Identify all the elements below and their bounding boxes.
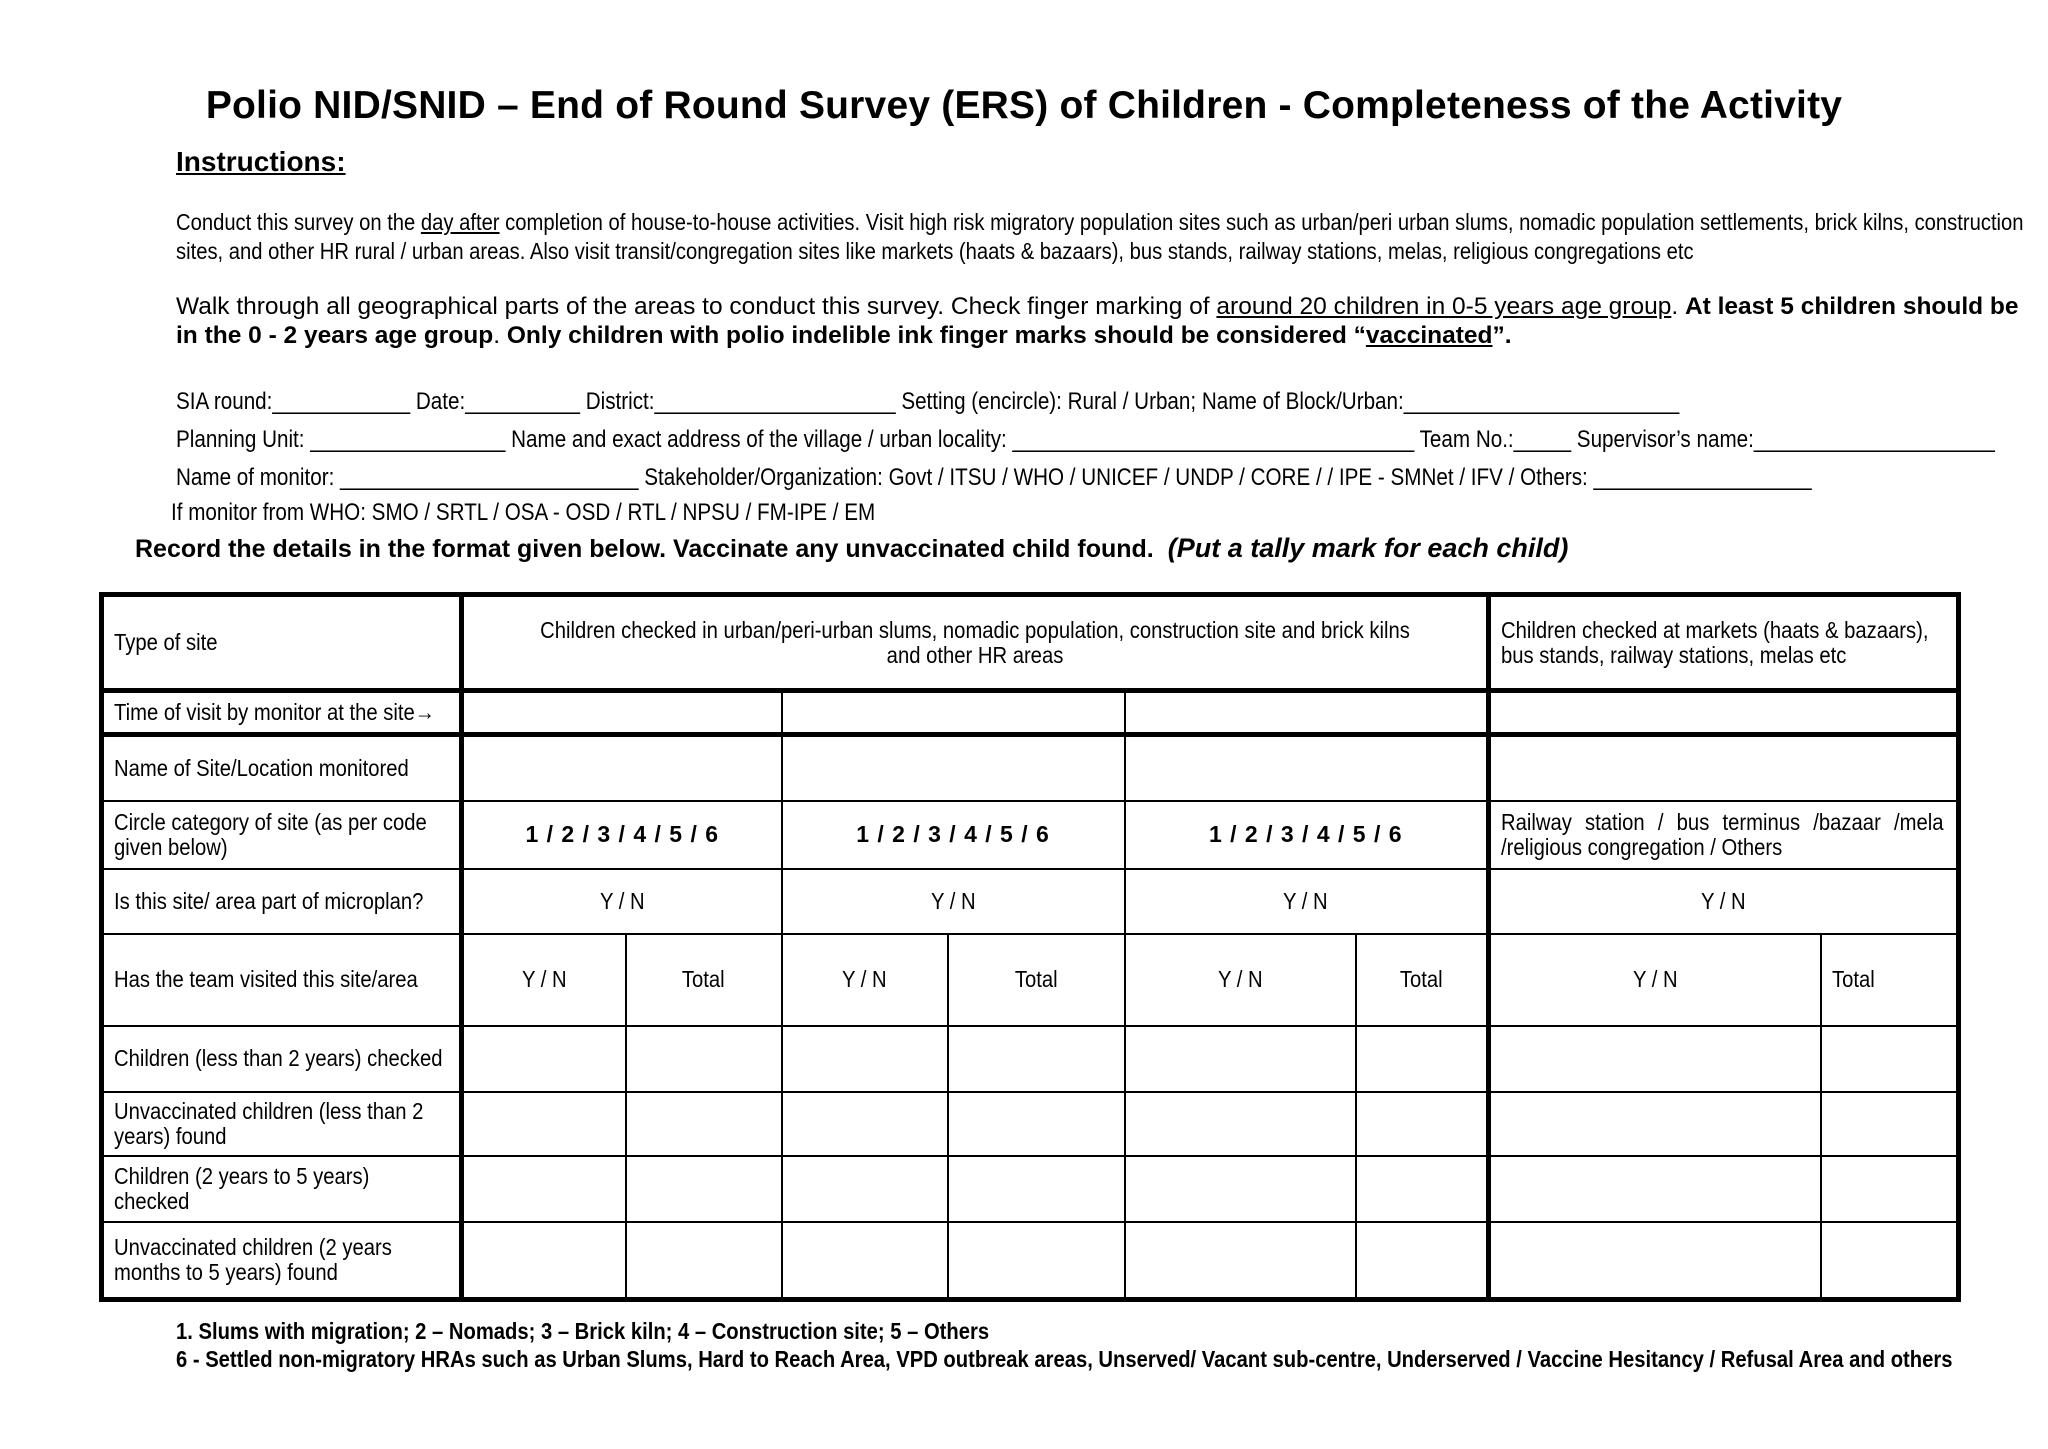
tally-cell[interactable] (782, 1156, 948, 1222)
instructions-paragraph-1 (176, 208, 2042, 266)
circle-category-label: Circle category of site (as per code given below) (102, 801, 462, 869)
para1-text-before: Conduct this survey on the (176, 209, 421, 235)
table-row (102, 1092, 1959, 1156)
row-label: Children (less than 2 years) checked (102, 1026, 462, 1092)
para2-part1: Walk through all geographical parts of the areas to conduct this survey. Check finger marking of (176, 293, 1217, 320)
tally-cell[interactable] (626, 1222, 782, 1300)
tally-cell[interactable] (1489, 1026, 1821, 1092)
team-visited-yn[interactable]: Y / N (462, 934, 626, 1026)
tally-cell[interactable] (626, 1026, 782, 1092)
time-of-visit-cell[interactable] (462, 691, 782, 735)
row-label: Children (2 years to 5 years) checked (102, 1156, 462, 1222)
para2-bold2: Only children with polio indelible ink finger marks should be considered “ (506, 322, 1366, 349)
tally-cell[interactable] (782, 1092, 948, 1156)
para2-bold-underline: vaccinated (1365, 322, 1493, 349)
row-label: Unvaccinated children (2 years months to 5 years) found (102, 1222, 462, 1300)
para2-part2: . (1671, 293, 1685, 320)
tally-cell[interactable] (1489, 1156, 1821, 1222)
tally-cell[interactable] (462, 1026, 626, 1092)
tally-cell[interactable] (626, 1156, 782, 1222)
footnote-code-6: 6 - Settled non-migratory HRAs such as Urban Slums, Hard to Reach Area, VPD outbreak areas, Unserved/ Vacant sub-centre, Underserved / Vaccine Hesitancy / Refusal Area and others (176, 1346, 1953, 1372)
market-category-options[interactable]: Railway station / bus terminus /bazaar /mela /religious congregation / Others (1489, 801, 1959, 869)
time-of-visit-cell[interactable] (1125, 691, 1489, 735)
tally-cell[interactable] (462, 1156, 626, 1222)
tally-cell[interactable] (1821, 1092, 1959, 1156)
table-row (102, 1156, 1959, 1222)
team-visited-label: Has the team visited this site/area (102, 934, 462, 1026)
team-visited-yn[interactable]: Y / N (1125, 934, 1356, 1026)
form-title: Polio NID/SNID – End of Round Survey (ERS) of Children - Completeness of the Activity (205, 84, 1843, 127)
tally-cell[interactable] (1821, 1156, 1959, 1222)
tally-cell[interactable] (948, 1156, 1125, 1222)
team-visited-yn[interactable]: Y / N (1489, 934, 1821, 1026)
table-row (102, 1222, 1959, 1300)
tally-cell[interactable] (626, 1092, 782, 1156)
para1-underline: day after (420, 209, 500, 235)
type-of-site-label: Type of site (102, 595, 462, 691)
tally-cell[interactable] (1356, 1156, 1489, 1222)
tally-cell[interactable] (1356, 1026, 1489, 1092)
time-of-visit-cell[interactable] (782, 691, 1125, 735)
tally-cell[interactable] (782, 1026, 948, 1092)
microplan-yn[interactable]: Y / N (462, 869, 782, 934)
microplan-label: Is this site/ area part of microplan? (102, 869, 462, 934)
tally-cell[interactable] (782, 1222, 948, 1300)
tally-cell[interactable] (462, 1222, 626, 1300)
footnote-codes: 1. Slums with migration; 2 – Nomads; 3 – Brick kiln; 4 – Construction site; 5 – Others (176, 1318, 990, 1344)
name-of-site-label: Name of Site/Location monitored (102, 735, 462, 801)
name-of-site-cell[interactable] (1489, 735, 1959, 801)
record-instruction (135, 533, 1568, 564)
name-of-site-cell[interactable] (462, 735, 782, 801)
tally-cell[interactable] (1821, 1026, 1959, 1092)
time-of-visit-label: Time of visit by monitor at the site→ (102, 691, 462, 735)
tally-note: (Put a tally mark for each child) (1167, 533, 1569, 563)
tally-cell[interactable] (948, 1222, 1125, 1300)
category-codes[interactable]: 1 / 2 / 3 / 4 / 5 / 6 (1125, 801, 1489, 869)
tally-cell[interactable] (1821, 1222, 1959, 1300)
tally-cell[interactable] (462, 1092, 626, 1156)
category-codes[interactable]: 1 / 2 / 3 / 4 / 5 / 6 (462, 801, 782, 869)
total-header: Total (1821, 934, 1959, 1026)
tally-cell[interactable] (1125, 1026, 1356, 1092)
name-of-site-cell[interactable] (782, 735, 1125, 801)
tally-cell[interactable] (1356, 1222, 1489, 1300)
tally-cell[interactable] (1489, 1222, 1821, 1300)
field-line-sia-round[interactable]: SIA round:____________ Date:__________ District:_____________________ Setting (encircle): Rural / Urban; Name of Block/Urban:________________________ (176, 388, 1680, 415)
instructions-paragraph-2 (176, 292, 2046, 350)
microplan-yn[interactable]: Y / N (1125, 869, 1489, 934)
group-header-hr-areas: Children checked in urban/peri-urban slums, nomadic population, construction site and brick kilns and other HR areas (462, 595, 1489, 691)
total-header: Total (948, 934, 1125, 1026)
microplan-yn[interactable]: Y / N (782, 869, 1125, 934)
name-of-site-cell[interactable] (1125, 735, 1489, 801)
total-header: Total (1356, 934, 1489, 1026)
field-line-planning-unit[interactable]: Planning Unit: _________________ Name and exact address of the village / urban locality: ___________________________________ Team No.:_____ Supervisor’s name:_____________________ (176, 426, 1995, 453)
para2-bold3: ”. (1492, 322, 1512, 349)
tally-cell[interactable] (1489, 1092, 1821, 1156)
tally-cell[interactable] (1125, 1222, 1356, 1300)
para2-underline: around 20 children in 0-5 years age group (1216, 293, 1672, 320)
tally-cell[interactable] (1125, 1156, 1356, 1222)
field-line-monitor-name[interactable]: Name of monitor: __________________________ Stakeholder/Organization: Govt / ITSU / WHO / UNICEF / UNDP / CORE / / IPE - SMNet / IFV / Others: ___________________ (176, 464, 1812, 491)
tally-cell[interactable] (948, 1026, 1125, 1092)
tally-cell[interactable] (1356, 1092, 1489, 1156)
instructions-heading: Instructions: (176, 146, 346, 177)
row-label: Unvaccinated children (less than 2 years) found (102, 1092, 462, 1156)
microplan-yn[interactable]: Y / N (1489, 869, 1959, 934)
para1-text-after: completion of house-to-house activities. Visit high risk migratory population sites such as urban/peri urban slums, nomadic population settlements, brick kilns, construction sites, and other HR rural / urban areas. Also visit transit/congregation sites like markets (haats & bazaars), bus stands, railway stations, melas, religious congregations etc (176, 209, 2024, 264)
total-header: Total (626, 934, 782, 1026)
para2-part3: . (493, 322, 507, 349)
team-visited-yn[interactable]: Y / N (782, 934, 948, 1026)
tally-cell[interactable] (948, 1092, 1125, 1156)
time-of-visit-cell[interactable] (1489, 691, 1959, 735)
category-codes[interactable]: 1 / 2 / 3 / 4 / 5 / 6 (782, 801, 1125, 869)
record-text: Record the details in the format given below. Vaccinate any unvaccinated child found. (135, 535, 1154, 563)
table-row (102, 1026, 1959, 1092)
tally-cell[interactable] (1125, 1092, 1356, 1156)
group-header-markets: Children checked at markets (haats & bazaars), bus stands, railway stations, melas etc (1489, 595, 1959, 691)
field-line-who-monitor: If monitor from WHO: SMO / SRTL / OSA - OSD / RTL / NPSU / FM-IPE / EM (171, 499, 876, 526)
para2-bold1: At least 5 children should be in the 0 - 2 years age group (176, 293, 2019, 349)
survey-table (99, 592, 1961, 1302)
